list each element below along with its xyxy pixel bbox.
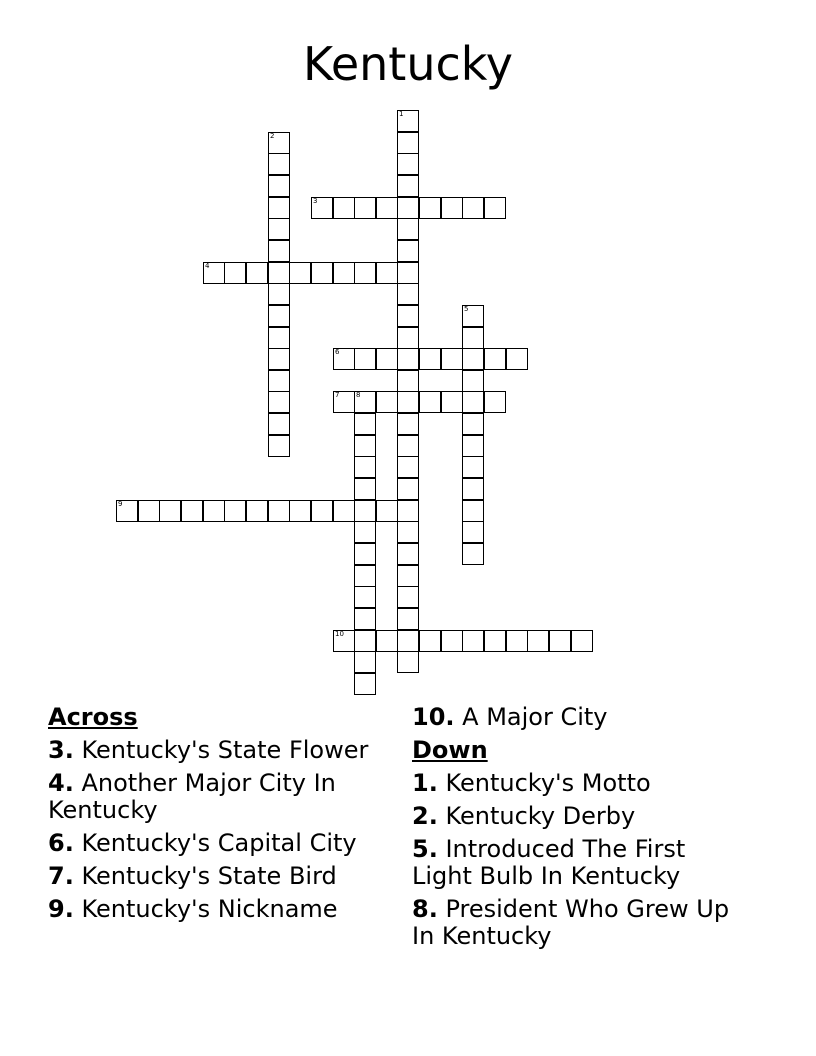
grid-cell[interactable] bbox=[397, 218, 419, 240]
grid-cell[interactable] bbox=[311, 262, 333, 284]
grid-cell[interactable] bbox=[354, 456, 376, 478]
grid-cell[interactable] bbox=[484, 348, 506, 370]
grid-cell[interactable] bbox=[246, 500, 268, 522]
grid-cell[interactable] bbox=[397, 110, 419, 132]
grid-cell[interactable] bbox=[397, 413, 419, 435]
clue-number-label: 8 bbox=[356, 391, 361, 399]
grid-cell[interactable] bbox=[246, 262, 268, 284]
grid-cell[interactable] bbox=[462, 370, 484, 392]
grid-cell[interactable] bbox=[268, 132, 290, 154]
clue-number-label: 10 bbox=[335, 630, 344, 638]
clue-text: Kentucky's Motto bbox=[445, 769, 651, 797]
clue-number-label: 7 bbox=[335, 391, 340, 399]
grid-cell[interactable] bbox=[397, 456, 419, 478]
grid-cell[interactable] bbox=[527, 630, 549, 652]
clue-text: Kentucky's Nickname bbox=[81, 895, 338, 923]
grid-cell[interactable] bbox=[397, 262, 419, 284]
grid-cell[interactable] bbox=[441, 391, 463, 413]
grid-cell[interactable] bbox=[268, 197, 290, 219]
grid-cell[interactable] bbox=[397, 435, 419, 457]
grid-cell[interactable] bbox=[333, 348, 355, 370]
clues-column-left bbox=[48, 704, 388, 929]
grid-cell[interactable] bbox=[484, 630, 506, 652]
grid-cell[interactable] bbox=[354, 391, 376, 413]
clue-text: Kentucky's State Flower bbox=[81, 736, 369, 764]
clue-number: 9. bbox=[48, 895, 74, 923]
grid-cell[interactable] bbox=[354, 197, 376, 219]
grid-cell[interactable] bbox=[354, 348, 376, 370]
grid-cell[interactable] bbox=[397, 348, 419, 370]
clue-number-label: 2 bbox=[270, 132, 275, 140]
clue-text: Kentucky's Capital City bbox=[81, 829, 357, 857]
grid-cell[interactable] bbox=[462, 348, 484, 370]
grid-cell[interactable] bbox=[268, 262, 290, 284]
grid-cell[interactable] bbox=[354, 543, 376, 565]
grid-cell[interactable] bbox=[333, 630, 355, 652]
grid-cell[interactable] bbox=[268, 240, 290, 262]
clue-across-7 bbox=[48, 863, 388, 890]
grid-cell[interactable] bbox=[397, 651, 419, 673]
grid-cell[interactable] bbox=[397, 391, 419, 413]
grid-cell[interactable] bbox=[203, 500, 225, 522]
grid-cell[interactable] bbox=[441, 197, 463, 219]
clue-number: 8. bbox=[412, 895, 438, 923]
grid-cell[interactable] bbox=[397, 327, 419, 349]
grid-cell[interactable] bbox=[289, 500, 311, 522]
grid-cell[interactable] bbox=[419, 348, 441, 370]
grid-cell[interactable] bbox=[333, 197, 355, 219]
clues-column-right bbox=[412, 704, 742, 956]
grid-cell[interactable] bbox=[311, 197, 333, 219]
clue-number-label: 1 bbox=[399, 110, 404, 118]
grid-cell[interactable] bbox=[462, 456, 484, 478]
clue-across-6 bbox=[48, 830, 388, 857]
clue-number: 1. bbox=[412, 769, 438, 797]
across-heading: Across bbox=[48, 703, 138, 731]
clue-text: Introduced The First Light Bulb In Kentucky bbox=[412, 835, 686, 890]
grid-cell[interactable] bbox=[376, 262, 398, 284]
clue-number-label: 6 bbox=[335, 348, 340, 356]
grid-cell[interactable] bbox=[376, 348, 398, 370]
grid-cell[interactable] bbox=[506, 630, 528, 652]
clue-down-5 bbox=[412, 836, 742, 890]
grid-cell[interactable] bbox=[159, 500, 181, 522]
grid-cell[interactable] bbox=[397, 132, 419, 154]
grid-cell[interactable] bbox=[138, 500, 160, 522]
clue-number: 3. bbox=[48, 736, 74, 764]
grid-cell[interactable] bbox=[224, 500, 246, 522]
clue-number: 6. bbox=[48, 829, 74, 857]
grid-cell[interactable] bbox=[203, 262, 225, 284]
clue-text: A Major City bbox=[462, 703, 608, 731]
grid-cell[interactable] bbox=[181, 500, 203, 522]
grid-cell[interactable] bbox=[462, 521, 484, 543]
grid-cell[interactable] bbox=[268, 283, 290, 305]
grid-cell[interactable] bbox=[376, 500, 398, 522]
grid-cell[interactable] bbox=[462, 478, 484, 500]
grid-cell[interactable] bbox=[224, 262, 246, 284]
clue-down-8 bbox=[412, 896, 742, 950]
grid-cell[interactable] bbox=[268, 435, 290, 457]
down-heading: Down bbox=[412, 736, 488, 764]
grid-cell[interactable] bbox=[397, 197, 419, 219]
clue-text: President Who Grew Up In Kentucky bbox=[412, 895, 730, 950]
grid-cell[interactable] bbox=[571, 630, 593, 652]
grid-cell[interactable] bbox=[397, 608, 419, 630]
clue-number-label: 4 bbox=[205, 262, 210, 270]
grid-cell[interactable] bbox=[484, 391, 506, 413]
grid-cell[interactable] bbox=[354, 565, 376, 587]
grid-cell[interactable] bbox=[419, 630, 441, 652]
grid-cell[interactable] bbox=[462, 327, 484, 349]
grid-cell[interactable] bbox=[397, 478, 419, 500]
grid-cell[interactable] bbox=[333, 500, 355, 522]
grid-cell[interactable] bbox=[441, 630, 463, 652]
grid-cell[interactable] bbox=[397, 630, 419, 652]
grid-cell[interactable] bbox=[419, 197, 441, 219]
clue-number-label: 9 bbox=[118, 500, 123, 508]
grid-cell[interactable] bbox=[506, 348, 528, 370]
grid-cell[interactable] bbox=[268, 218, 290, 240]
grid-cell[interactable] bbox=[397, 586, 419, 608]
grid-cell[interactable] bbox=[354, 435, 376, 457]
grid-cell[interactable] bbox=[376, 197, 398, 219]
grid-cell[interactable] bbox=[397, 565, 419, 587]
clue-across-10 bbox=[412, 704, 742, 731]
clue-across-9 bbox=[48, 896, 388, 923]
grid-cell[interactable] bbox=[268, 153, 290, 175]
grid-cell[interactable] bbox=[397, 521, 419, 543]
grid-cell[interactable] bbox=[397, 240, 419, 262]
grid-cell[interactable] bbox=[354, 262, 376, 284]
grid-cell[interactable] bbox=[397, 153, 419, 175]
grid-cell[interactable] bbox=[462, 197, 484, 219]
grid-cell[interactable] bbox=[116, 500, 138, 522]
grid-cell[interactable] bbox=[333, 391, 355, 413]
grid-cell[interactable] bbox=[268, 500, 290, 522]
clue-number: 4. bbox=[48, 769, 74, 797]
grid-cell[interactable] bbox=[397, 543, 419, 565]
grid-cell[interactable] bbox=[462, 543, 484, 565]
grid-cell[interactable] bbox=[397, 500, 419, 522]
clue-number-label: 5 bbox=[464, 305, 469, 313]
grid-cell[interactable] bbox=[354, 521, 376, 543]
grid-cell[interactable] bbox=[268, 413, 290, 435]
clue-across-3 bbox=[48, 737, 388, 764]
grid-cell[interactable] bbox=[376, 630, 398, 652]
grid-cell[interactable] bbox=[268, 175, 290, 197]
clue-number: 5. bbox=[412, 835, 438, 863]
clue-text: Kentucky's State Bird bbox=[81, 862, 337, 890]
grid-cell[interactable] bbox=[397, 305, 419, 327]
grid-cell[interactable] bbox=[311, 500, 333, 522]
clue-down-2 bbox=[412, 803, 742, 830]
grid-cell[interactable] bbox=[268, 391, 290, 413]
grid-cell[interactable] bbox=[289, 262, 311, 284]
clue-text: Kentucky Derby bbox=[445, 802, 636, 830]
clue-text: Another Major City In Kentucky bbox=[48, 769, 336, 824]
grid-cell[interactable] bbox=[333, 262, 355, 284]
grid-cell[interactable] bbox=[376, 391, 398, 413]
clue-number-label: 3 bbox=[313, 197, 318, 205]
grid-cell[interactable] bbox=[397, 370, 419, 392]
page-title: Kentucky bbox=[302, 37, 514, 91]
grid-cell[interactable] bbox=[354, 673, 376, 695]
grid-cell[interactable] bbox=[354, 500, 376, 522]
grid-cell[interactable] bbox=[441, 348, 463, 370]
clue-number: 10. bbox=[412, 703, 455, 731]
grid-cell[interactable] bbox=[462, 305, 484, 327]
clue-number: 7. bbox=[48, 862, 74, 890]
grid-cell[interactable] bbox=[462, 500, 484, 522]
grid-cell[interactable] bbox=[268, 370, 290, 392]
grid-cell[interactable] bbox=[354, 651, 376, 673]
grid-cell[interactable] bbox=[354, 608, 376, 630]
grid-cell[interactable] bbox=[549, 630, 571, 652]
grid-cell[interactable] bbox=[419, 391, 441, 413]
grid-cell[interactable] bbox=[354, 586, 376, 608]
grid-cell[interactable] bbox=[397, 283, 419, 305]
grid-cell[interactable] bbox=[268, 327, 290, 349]
grid-cell[interactable] bbox=[397, 175, 419, 197]
grid-cell[interactable] bbox=[462, 413, 484, 435]
grid-cell[interactable] bbox=[462, 630, 484, 652]
clue-across-4 bbox=[48, 770, 388, 824]
clue-down-1 bbox=[412, 770, 742, 797]
grid-cell[interactable] bbox=[354, 630, 376, 652]
grid-cell[interactable] bbox=[484, 197, 506, 219]
grid-cell[interactable] bbox=[462, 391, 484, 413]
clue-number: 2. bbox=[412, 802, 438, 830]
grid-cell[interactable] bbox=[268, 305, 290, 327]
grid-cell[interactable] bbox=[462, 435, 484, 457]
grid-cell[interactable] bbox=[354, 413, 376, 435]
grid-cell[interactable] bbox=[268, 348, 290, 370]
grid-cell[interactable] bbox=[354, 478, 376, 500]
